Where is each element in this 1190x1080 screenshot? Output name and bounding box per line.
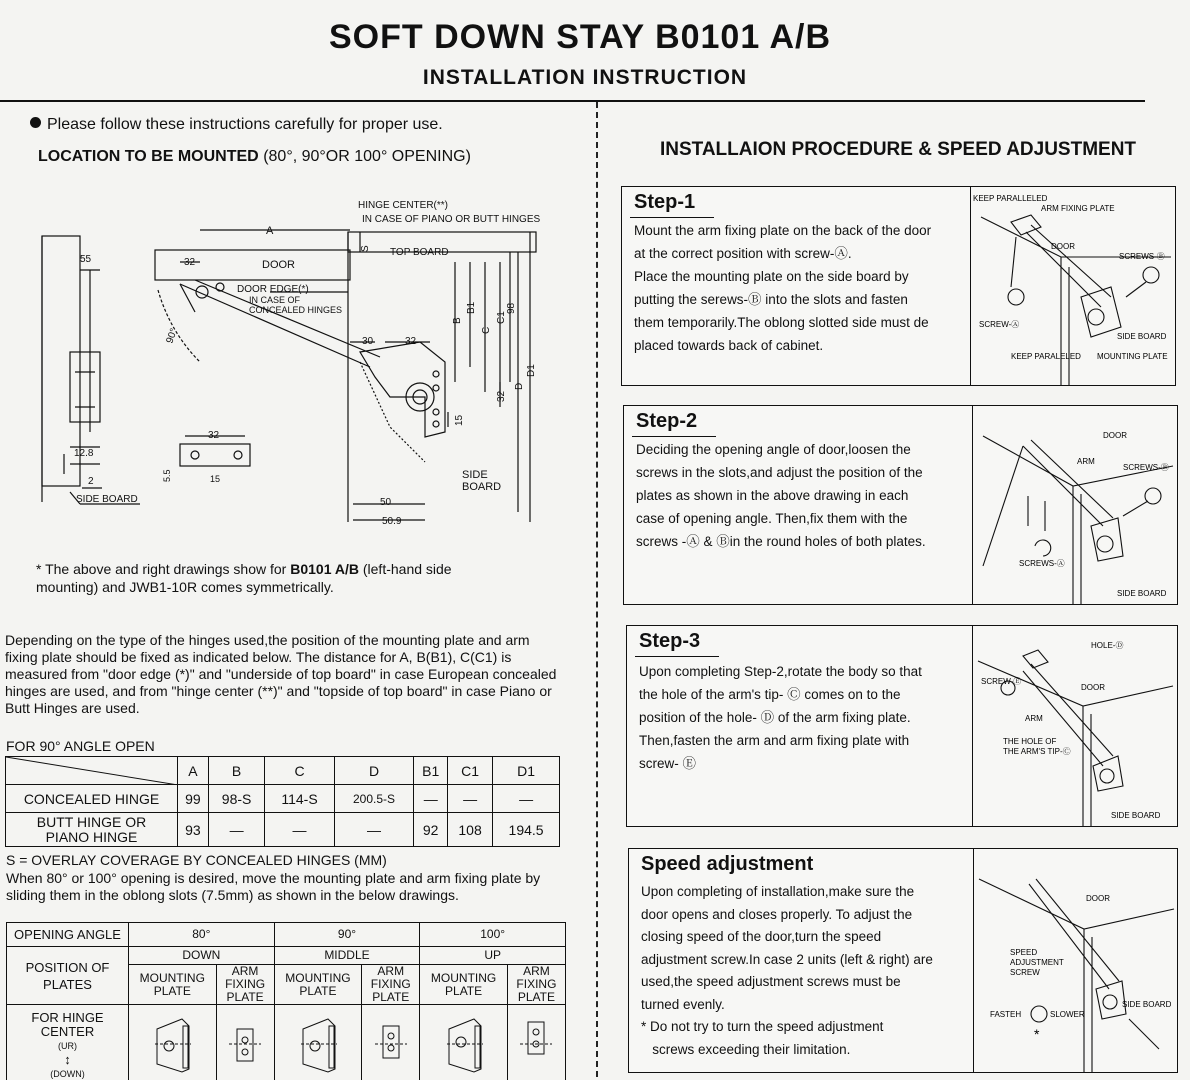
svg-text:ARM: ARM <box>1025 714 1043 723</box>
step2-box <box>623 405 1178 605</box>
plate-drawing-mounting <box>420 1005 508 1080</box>
arm-fixing-plate-header: ARM FIXING PLATE <box>216 965 274 1005</box>
arm-fixing-plate-header: ARM FIXING PLATE <box>362 965 420 1005</box>
table-row <box>7 1005 566 1080</box>
svg-text:DOOR: DOOR <box>1103 431 1127 440</box>
svg-text:SPEED: SPEED <box>1010 948 1038 957</box>
table-cell: 93 <box>178 813 209 847</box>
table-cell: — <box>265 813 334 847</box>
document-subtitle: INSTALLATION INSTRUCTION <box>422 66 748 89</box>
label-side: SIDE <box>462 469 488 481</box>
opening-paragraph: When 80° or 100° opening is desired, move the mounting plate and arm fixing plate by sliding them in the oblong slots (7.5mm) as shown in the below drawings. <box>6 870 541 903</box>
dim-32-a: 32 <box>184 257 196 268</box>
plate-drawing-arm <box>507 1005 565 1080</box>
plate-drawing-mounting <box>129 1005 217 1080</box>
speed-drawing <box>974 849 1177 1072</box>
svg-text:DOOR: DOOR <box>1086 894 1110 903</box>
opening-angle-label: OPENING ANGLE <box>7 923 129 947</box>
table-row <box>6 785 560 813</box>
position-middle: MIDDLE <box>274 947 420 965</box>
mounting-diagram <box>30 192 550 537</box>
position-down: DOWN <box>129 947 275 965</box>
angle-90-table <box>5 756 560 847</box>
svg-text:SCREWS-Ⓑ: SCREWS-Ⓑ <box>1119 252 1165 261</box>
svg-text:DOOR: DOOR <box>1051 242 1075 251</box>
dim-b1: B1 <box>466 301 477 314</box>
dim-d: D <box>514 382 525 390</box>
procedure-heading: INSTALLAION PROCEDURE & SPEED ADJUSTMENT <box>659 139 1137 160</box>
label-door-edge: DOOR EDGE(*) <box>237 284 309 295</box>
table-header-row <box>6 757 560 785</box>
step2-drawing <box>973 406 1178 604</box>
dim-5-5: 5.5 <box>162 469 172 482</box>
svg-text:SIDE BOARD: SIDE BOARD <box>1117 589 1167 598</box>
step1-text: Mount the arm fixing plate on the back of the door at the correct position with screw-Ⓐ. Place the mounting plate on the side board by putting the serews-Ⓑ into the slots and fasten them temporarily.The oblong slotted side must de placed towards back of cabinet. <box>634 223 932 353</box>
svg-text:SLOWER: SLOWER <box>1050 1010 1085 1019</box>
dim-12-8: 12.8 <box>74 448 94 459</box>
dim-32-b: 32 <box>405 336 417 347</box>
opening-angle-table <box>6 922 566 1080</box>
dim-c1: C1 <box>496 311 507 324</box>
svg-text:*: * <box>1034 1026 1040 1042</box>
table-cell: 99 <box>178 785 209 813</box>
step1-box <box>621 186 1176 386</box>
label-concealed-hinges: CONCEALED HINGES <box>249 305 343 315</box>
svg-text:FASTEH: FASTEH <box>990 1010 1022 1019</box>
svg-text:SCREWS-Ⓐ: SCREWS-Ⓐ <box>1019 559 1065 568</box>
for-hinge-center-cell: FOR HINGE CENTER (UR) ↕ (DOWN) <box>7 1005 129 1080</box>
svg-text:THE HOLE OF: THE HOLE OF <box>1003 737 1057 746</box>
table-cell: — <box>334 813 414 847</box>
table-header: C1 <box>447 757 492 785</box>
step3-box <box>626 625 1178 827</box>
plate-drawing-arm <box>362 1005 420 1080</box>
table-row <box>6 813 560 847</box>
step3-drawing <box>973 626 1177 826</box>
table-cell: 98-S <box>208 785 265 813</box>
table-corner-cell <box>6 757 178 785</box>
svg-text:HOLE-Ⓓ: HOLE-Ⓓ <box>1091 641 1124 650</box>
table-header: D1 <box>493 757 560 785</box>
svg-text:MOUNTING PLATE: MOUNTING PLATE <box>1097 352 1168 361</box>
mounting-plate-header: MOUNTING PLATE <box>274 965 362 1005</box>
table-header: C <box>265 757 334 785</box>
dim-50-9: 50.9 <box>382 516 402 527</box>
table-cell: 200.5-S <box>334 785 414 813</box>
angle-100: 100° <box>420 923 566 947</box>
dim-32-v: 32 <box>496 390 507 402</box>
step2-text: Deciding the opening angle of door,loosen the screws in the slots,and adjust the position of the plates as shown in the above drawing in each case of opening angle. Then,fix them with the screws -Ⓐ & Ⓑin the round holes of both plates. <box>636 442 926 549</box>
label-top-board: TOP BOARD <box>390 247 449 258</box>
plate-drawing-mounting <box>274 1005 362 1080</box>
header-rule <box>0 100 1145 102</box>
dim-55: 55 <box>80 254 92 265</box>
dim-98: 98 <box>506 302 517 314</box>
svg-text:ADJUSTMENT: ADJUSTMENT <box>1010 958 1064 967</box>
table-header: B1 <box>414 757 448 785</box>
plate-drawing-arm <box>216 1005 274 1080</box>
table-cell: — <box>493 785 560 813</box>
dim-50: 50 <box>380 497 392 508</box>
speed-text: Upon completing of installation,make sure the door opens and closes properly. To adjust the closing speed of the door,turn the speed adjustment screw.In case 2 units (left & right) are used,the speed adjustment screws must be turned evenly. * Do not try to turn the speed adjustment screws exceeding their limitation. <box>641 884 933 1057</box>
speed-box <box>628 848 1178 1073</box>
table-header: B <box>208 757 265 785</box>
table-header: A <box>178 757 209 785</box>
drawing-note: * The above and right drawings show for B0101 A/B (left-hand side mounting) and JWB1-10R comes symmetrically. <box>36 561 452 595</box>
dim-s: S <box>360 245 371 252</box>
location-heading: LOCATION TO BE MOUNTED (80°, 90°OR 100° OPENING) <box>38 148 471 165</box>
column-divider <box>596 102 598 1077</box>
s-definition: S = OVERLAY COVERAGE BY CONCEALED HINGES (MM) <box>6 852 387 868</box>
position-up: UP <box>420 947 566 965</box>
dim-c: C <box>481 326 492 334</box>
document-title: SOFT DOWN STAY B0101 A/B <box>329 18 831 56</box>
dim-b: B <box>452 317 463 324</box>
position-of-plates-label: POSITION OF PLATES <box>7 947 129 1005</box>
svg-text:KEEP PARALELED: KEEP PARALELED <box>1011 352 1081 361</box>
svg-text:ARM FIXING PLATE: ARM FIXING PLATE <box>1041 204 1115 213</box>
mounting-plate-header: MOUNTING PLATE <box>129 965 217 1005</box>
svg-text:SIDE BOARD: SIDE BOARD <box>1122 1000 1172 1009</box>
dim-2: 2 <box>88 476 94 487</box>
dim-d1: D1 <box>526 364 537 377</box>
step3-text: Upon completing Step-2,rotate the body so that the hole of the arm's tip- Ⓒ comes on to the position of the hole- Ⓓ of the arm fixing plate. Then,fasten the arm and arm fixing plate with screw- Ⓔ <box>639 664 922 771</box>
svg-text:SCREW-Ⓔ: SCREW-Ⓔ <box>981 677 1022 686</box>
table-cell: — <box>414 785 448 813</box>
table-header: D <box>334 757 414 785</box>
table90-label: FOR 90° ANGLE OPEN <box>6 738 155 754</box>
table-cell: — <box>447 785 492 813</box>
instruction-bullet: Please follow these instructions carefully for proper use. <box>30 116 443 134</box>
arrow-updown-icon: ↕ <box>64 1051 71 1067</box>
row-label: BUTT HINGE OR PIANO HINGE <box>6 813 178 847</box>
hinge-paragraph: Depending on the type of the hinges used,the position of the mounting plate and arm fixing plate should be fixed as indicated below. The distance for A, B(B1), C(C1) is measured from "door edge (*)" and "underside of top board" in case European concealed hinges are used, and from "hinge center (**)" and "topside of top board" in case Piano or Butt Hinges are used. <box>5 632 557 716</box>
svg-text:SCREW: SCREW <box>1010 968 1040 977</box>
label-side-board-left: SIDE BOARD <box>76 494 138 505</box>
label-piano-butt: IN CASE OF PIANO OR BUTT HINGES <box>362 214 541 225</box>
mounting-plate-header: MOUNTING PLATE <box>420 965 508 1005</box>
svg-text:DOOR: DOOR <box>1081 683 1105 692</box>
label-board: BOARD <box>462 481 502 493</box>
step3-title: Step-3 <box>639 630 701 652</box>
dim-15-b: 15 <box>210 474 221 484</box>
table-cell: 108 <box>447 813 492 847</box>
step1-drawing <box>971 187 1176 385</box>
svg-text:SCREW-Ⓐ: SCREW-Ⓐ <box>979 320 1020 329</box>
dim-30: 30 <box>362 336 374 347</box>
bullet-icon <box>30 117 41 128</box>
svg-text:KEEP PARALLELED: KEEP PARALLELED <box>973 194 1048 203</box>
table-cell: — <box>208 813 265 847</box>
angle-80: 80° <box>129 923 275 947</box>
svg-text:SIDE BOARD: SIDE BOARD <box>1111 811 1161 820</box>
table-row <box>7 947 566 965</box>
speed-title: Speed adjustment <box>641 853 814 875</box>
svg-text:SCREWS-Ⓑ: SCREWS-Ⓑ <box>1123 463 1169 472</box>
label-hinge-center: HINGE CENTER(**) <box>358 200 449 211</box>
label-door: DOOR <box>262 259 295 271</box>
svg-text:THE ARM'S TIP-Ⓒ: THE ARM'S TIP-Ⓒ <box>1003 747 1071 756</box>
dim-a: A <box>266 225 274 237</box>
table-cell: 92 <box>414 813 448 847</box>
table-cell: 114-S <box>265 785 334 813</box>
dim-32-c: 32 <box>208 430 220 441</box>
svg-text:SIDE BOARD: SIDE BOARD <box>1117 332 1167 341</box>
label-door-edge-case: IN CASE OF <box>249 295 301 305</box>
angle-90: 90° <box>274 923 420 947</box>
arm-fixing-plate-header: ARM FIXING PLATE <box>507 965 565 1005</box>
dim-90-deg: 90° <box>164 327 180 346</box>
table-row <box>7 923 566 947</box>
svg-text:ARM: ARM <box>1077 457 1095 466</box>
dim-15-a: 15 <box>454 414 465 426</box>
table-cell: 194.5 <box>493 813 560 847</box>
step2-title: Step-2 <box>636 410 698 432</box>
step1-title: Step-1 <box>634 191 696 213</box>
row-label: CONCEALED HINGE <box>6 785 178 813</box>
